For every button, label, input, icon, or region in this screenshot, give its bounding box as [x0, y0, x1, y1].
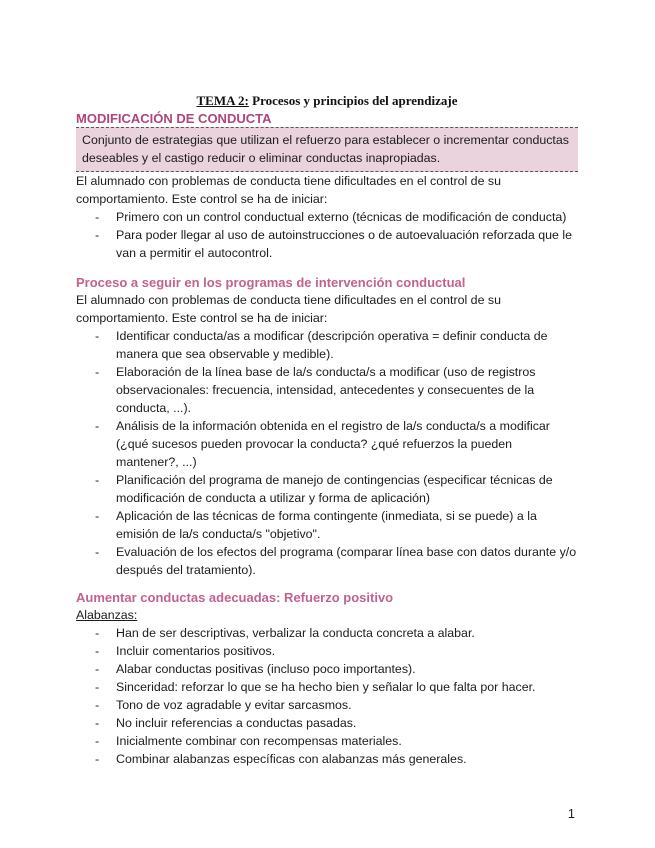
list-item-text: Combinar alabanzas específicas con alabanzas más generales.: [116, 752, 467, 766]
list-item-text: Evaluación de los efectos del programa (comparar línea base con datos durante y/o después del tratamiento).: [116, 545, 577, 577]
dash-bullet: -: [95, 473, 100, 487]
dash-bullet: -: [95, 716, 100, 730]
list-item: [76, 624, 578, 642]
list-item-text: Para poder llegar al uso de autoinstrucciones o de autoevaluación reforzada que le van a permitir el autocontrol.: [116, 228, 573, 260]
list-item-text: Sinceridad: reforzar lo que se ha hecho bien y señalar lo que falta por hacer.: [116, 680, 536, 694]
dash-bullet: -: [95, 626, 100, 640]
document-page: [76, 92, 578, 768]
section3-list: [76, 624, 578, 768]
list-item: [76, 696, 578, 714]
dash-bullet: -: [95, 644, 100, 658]
list-item-text: Incluir comentarios positivos.: [116, 644, 276, 658]
dash-bullet: -: [95, 329, 100, 343]
page-number: 1: [567, 806, 575, 821]
list-item-text: Identificar conducta/as a modificar (descripción operativa = definir conducta de manera que sea observable y medible).: [116, 329, 548, 361]
dash-bullet: -: [95, 365, 100, 379]
section1-intro: El alumnado con problemas de conducta tiene dificultades en el control de su comportamiento. Este control se ha de iniciar:: [76, 174, 501, 206]
list-item-text: Han de ser descriptivas, verbalizar la conducta concreta a alabar.: [116, 626, 475, 640]
list-item-text: Primero con un control conductual externo (técnicas de modificación de conducta): [116, 210, 567, 224]
section1-heading: MODIFICACIÓN DE CONDUCTA: [76, 111, 272, 126]
dash-bullet: -: [95, 210, 100, 224]
list-item-text: Alabar conductas positivas (incluso poco importantes).: [116, 662, 416, 676]
dash-bullet: -: [95, 545, 100, 559]
list-item: [76, 417, 578, 471]
page-title: [76, 92, 578, 110]
dash-bullet: -: [95, 734, 100, 748]
list-item-text: Elaboración de la línea base de la/s conducta/s a modificar (uso de registros observacionales: frecuencia, intensidad, antecedentes y consecuentes de la conducta, ...).: [116, 365, 536, 415]
dash-bullet: -: [95, 228, 100, 242]
list-item: [76, 363, 578, 417]
list-item-text: Análisis de la información obtenida en el registro de la/s conducta/s a modificar (¿qué sucesos pueden provocar la conducta? ¿qué refuerzos la pueden mantener?, ...): [116, 419, 550, 469]
dash-bullet: -: [95, 662, 100, 676]
list-item: [76, 750, 578, 768]
dash-bullet: -: [95, 698, 100, 712]
alabanzas-subheading: Alabanzas:: [76, 608, 138, 622]
list-item: [76, 327, 578, 363]
list-item: [76, 678, 578, 696]
dash-bullet: -: [95, 419, 100, 433]
title-text: Procesos y principios del aprendizaje: [248, 93, 458, 108]
section1-list: [76, 208, 578, 262]
list-item: [76, 208, 578, 226]
dash-bullet: -: [95, 752, 100, 766]
list-item: [76, 642, 578, 660]
list-item: [76, 543, 578, 579]
section2-list: [76, 327, 578, 579]
list-item: [76, 714, 578, 732]
dash-bullet: -: [95, 680, 100, 694]
section3-heading: Aumentar conductas adecuadas: Refuerzo positivo: [76, 590, 394, 605]
list-item-text: Aplicación de las técnicas de forma contingente (inmediata, si se puede) a la emisión de la/s conducta/s "objetivo".: [116, 509, 537, 541]
list-item: [76, 471, 578, 507]
list-item-text: Planificación del programa de manejo de contingencias (especificar técnicas de modificación de conducta a utilizar y forma de aplicación): [116, 473, 553, 505]
list-item-text: No incluir referencias a conductas pasadas.: [116, 716, 357, 730]
list-item: [76, 732, 578, 750]
definition-box: Conjunto de estrategias que utilizan el refuerzo para establecer o incrementar conductas deseables y el castigo reducir o eliminar conductas inapropiadas.: [76, 127, 578, 172]
dash-bullet: -: [95, 509, 100, 523]
title-tema: TEMA 2:: [196, 93, 249, 108]
list-item: [76, 226, 578, 262]
list-item: [76, 660, 578, 678]
list-item-text: Inicialmente combinar con recompensas materiales.: [116, 734, 402, 748]
list-item: [76, 507, 578, 543]
section2-intro: El alumnado con problemas de conducta tiene dificultades en el control de su comportamiento. Este control se ha de iniciar:: [76, 293, 501, 325]
section2-heading: Proceso a seguir en los programas de intervención conductual: [76, 275, 466, 290]
list-item-text: Tono de voz agradable y evitar sarcasmos.: [116, 698, 352, 712]
